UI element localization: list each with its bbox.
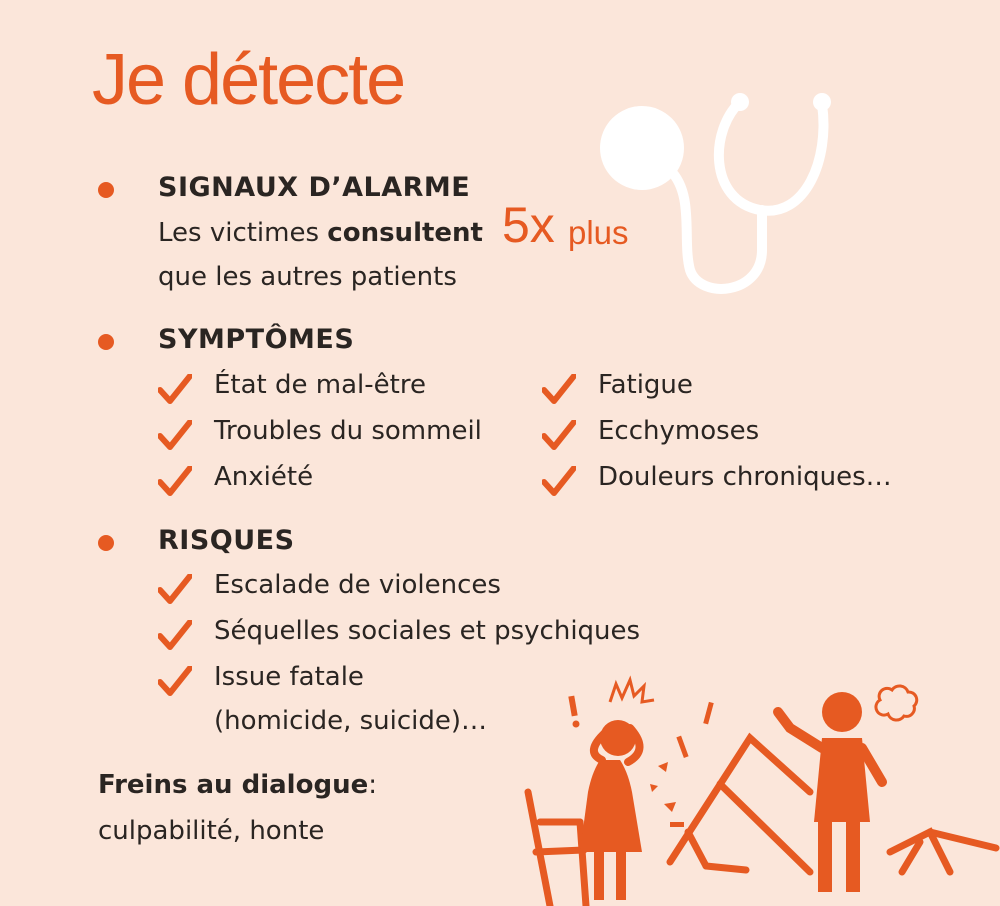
check-icon (158, 420, 192, 450)
signaux-line2: que les autres patients (158, 262, 457, 292)
freins-line (98, 770, 377, 800)
signaux-heading: SIGNAUX D’ALARME (158, 172, 471, 203)
risk-item-continuation: (homicide, suicide)… (214, 706, 488, 736)
check-icon (158, 374, 192, 404)
symptomes-heading: SYMPTÔMES (158, 324, 355, 355)
symptom-item: Ecchymoses (598, 416, 760, 446)
check-icon (158, 466, 192, 496)
risques-heading: RISQUES (158, 525, 295, 556)
bullet-symptomes (98, 334, 114, 350)
symptom-item: Douleurs chroniques… (598, 462, 892, 492)
page-title: Je détecte (92, 40, 405, 120)
check-icon (542, 374, 576, 404)
freins-text: culpabilité, honte (98, 816, 325, 846)
bullet-signaux (98, 182, 114, 198)
freins-colon: : (368, 770, 377, 800)
signaux-line1-pre: Les victimes (158, 218, 328, 248)
signaux-line1-bold: consultent (327, 218, 483, 248)
risk-item: Issue fatale (214, 662, 364, 692)
check-icon (158, 666, 192, 696)
signaux-line1 (158, 218, 483, 248)
violence-illustration (510, 672, 1000, 906)
stethoscope-icon (590, 90, 860, 310)
check-icon (542, 466, 576, 496)
symptom-item: Anxiété (214, 462, 314, 492)
signaux-big-number: 5x (502, 197, 555, 253)
bullet-risques (98, 535, 114, 551)
check-icon (158, 574, 192, 604)
symptom-item: Fatigue (598, 370, 693, 400)
check-icon (542, 420, 576, 450)
risk-item: Séquelles sociales et psychiques (214, 616, 641, 646)
signaux-plus: plus (568, 214, 629, 251)
check-icon (158, 620, 192, 650)
freins-label: Freins au dialogue (98, 770, 369, 800)
symptom-item: Troubles du sommeil (214, 416, 482, 446)
symptom-item: État de mal-être (214, 370, 426, 400)
risk-item: Escalade de violences (214, 570, 501, 600)
